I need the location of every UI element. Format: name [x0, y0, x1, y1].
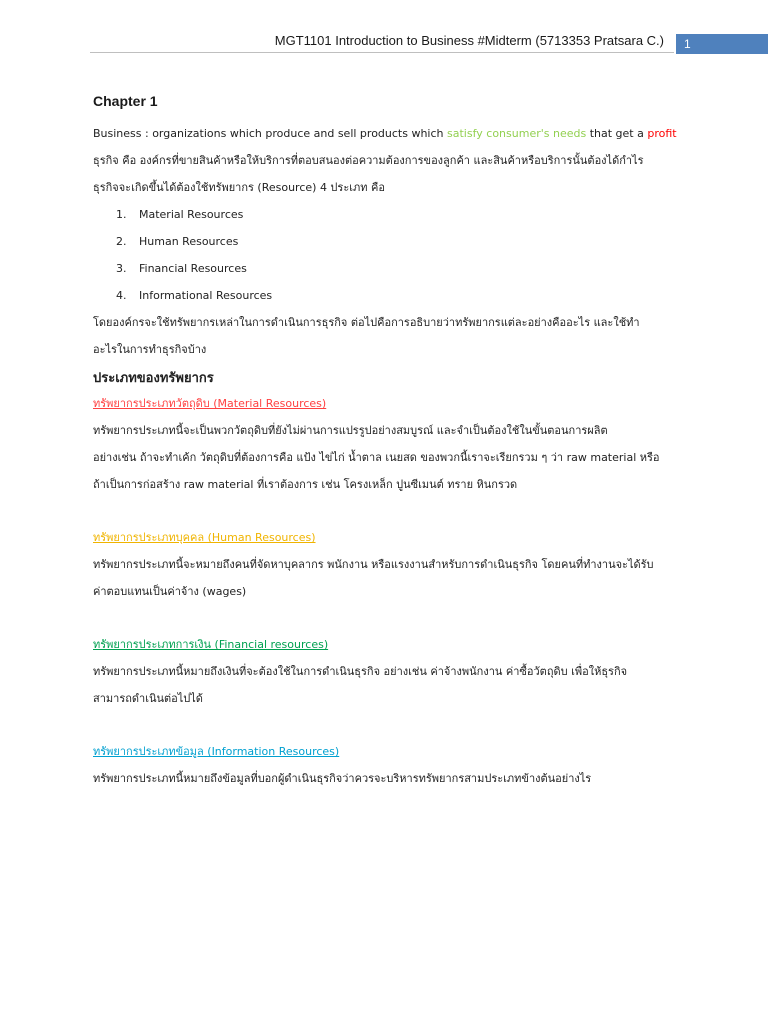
list-item [93, 201, 683, 228]
section-title-material: ทรัพยากรประเภทวัตถุดิบ (Material Resources) [93, 397, 327, 410]
definition-middle: that get a [586, 127, 648, 140]
section-line: ทรัพยากรประเภทนี้จะเป็นพวกวัตถุดิบที่ยังไม่ผ่านการแปรรูปอย่างสมบูรณ์ และจำเป็นต้องใช้ในขั้นตอนการผลิต [93, 424, 608, 437]
document-body [93, 90, 683, 792]
section-line: ทรัพยากรประเภทนี้จะหมายถึงคนที่จัดหาบุคลากร พนักงาน หรือแรงงานสำหรับการดำเนินธุรกิจ โดยคนที่ทำงานจะได้รับ [93, 558, 654, 571]
list-item-number: 1. [116, 208, 127, 221]
resource-types-heading: ประเภทของทรัพยากร [93, 371, 214, 386]
list-item-label: Financial Resources [139, 262, 247, 275]
header-title: MGT1101 Introduction to Business #Midterm (5713353 Pratsara C.) [274, 33, 664, 48]
resources-intro: ธุรกิจจะเกิดขึ้นได้ต้องใช้ทรัพยากร (Resource) 4 ประเภท คือ [93, 181, 385, 194]
list-item-number: 3. [116, 262, 127, 275]
section-body-human [93, 551, 683, 605]
summary-paragraph [93, 309, 683, 363]
summary-line: โดยองค์กรจะใช้ทรัพยากรเหล่าในการดำเนินการธุรกิจ ต่อไปคือการอธิบายว่าทรัพยากรแต่ละอย่างคืออะไร และใช้ทำ [93, 316, 640, 329]
section-line: ค่าตอบแทนเป็นค่าจ้าง (wages) [93, 585, 247, 598]
section-title-financial: ทรัพยากรประเภทการเงิน (Financial resources) [93, 638, 329, 651]
business-definition [93, 120, 683, 147]
section-body-material [93, 417, 683, 498]
summary-line: อะไรในการทำธุรกิจบ้าง [93, 343, 207, 356]
list-item [93, 255, 683, 282]
page-header [0, 0, 768, 60]
list-item-label: Informational Resources [139, 289, 273, 302]
section-title-information: ทรัพยากรประเภทข้อมูล (Information Resources) [93, 745, 340, 758]
list-item-label: Material Resources [139, 208, 244, 221]
section-line: สามารถดำเนินต่อไปได้ [93, 692, 203, 705]
spacer [93, 712, 683, 739]
list-item-number: 4. [116, 289, 127, 302]
section-line: ถ้าเป็นการก่อสร้าง raw material ที่เราต้องการ เช่น โครงเหล็ก ปูนซีเมนต์ ทราย หินกรวด [93, 478, 518, 491]
page-number-badge: 1 [676, 34, 768, 54]
chapter-title: Chapter 1 [93, 93, 158, 109]
spacer [93, 605, 683, 632]
list-item [93, 228, 683, 255]
definition-prefix: Business : organizations which produce and sell products which [93, 127, 448, 140]
list-item-number: 2. [116, 235, 127, 248]
section-title-human: ทรัพยากรประเภทบุคคล (Human Resources) [93, 531, 316, 544]
header-divider [90, 52, 674, 53]
definition-highlight-profit: profit [647, 127, 677, 140]
thai-definition: ธุรกิจ คือ องค์กรที่ขายสินค้าหรือให้บริการที่ตอบสนองต่อความต้องการของลูกค้า และสินค้าหรือบริการนั้นต้องได้กำไร [93, 154, 644, 167]
spacer [93, 498, 683, 525]
list-item-label: Human Resources [139, 235, 239, 248]
definition-highlight-needs: satisfy consumer's needs [447, 127, 587, 140]
section-line: ทรัพยากรประเภทนี้หมายถึงเงินที่จะต้องใช้ในการดำเนินธุรกิจ อย่างเช่น ค่าจ้างพนักงาน ค่าซื้อวัตถุดิบ เพื่อให้ธุรกิจ [93, 665, 628, 678]
list-item [93, 282, 683, 309]
resource-list [93, 201, 683, 309]
section-body-information [93, 765, 683, 792]
section-line: ทรัพยากรประเภทนี้หมายถึงข้อมูลที่บอกผู้ดำเนินธุรกิจว่าควรจะบริหารทรัพยากรสามประเภทข้างต้นอย่างไร [93, 772, 592, 785]
section-line: อย่างเช่น ถ้าจะทำเค้ก วัตถุดิบที่ต้องการคือ แป้ง ไข่ไก่ น้ำตาล เนยสด ของพวกนี้เราจะเรียกรวม ๆ ว่า raw material หรือ [93, 451, 660, 464]
section-body-financial [93, 658, 683, 712]
